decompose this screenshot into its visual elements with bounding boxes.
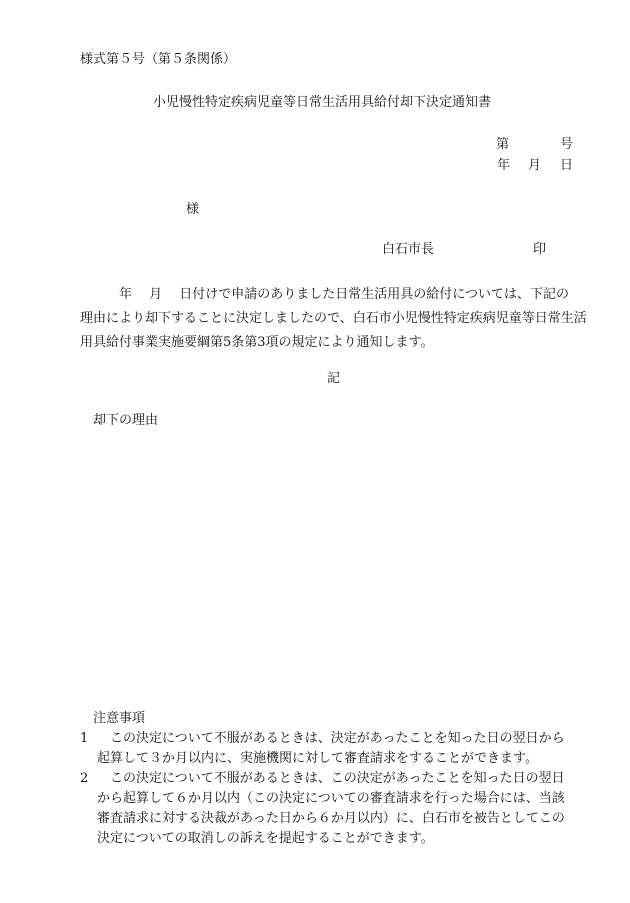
note-item [80,729,580,769]
body-paragraph [80,283,587,355]
note-number: 2 [80,771,89,786]
notes-heading: 注意事項 [93,711,146,726]
note-line: この決定について不服があるときは、この決定があったことを知った日の翌日 [97,771,565,786]
date-day-label: 日 [560,158,574,173]
note-line: この決定について不服があるときは、決定があったことを知った日の翌日から [97,731,565,746]
rejection-reason-heading: 却下の理由 [93,413,159,428]
note-number: 1 [80,731,89,746]
note-item [80,769,580,849]
document-title: 小児慢性特定疾病児童等日常生活用具給付却下決定通知書 [153,95,492,110]
ki-heading: 記 [327,371,341,386]
date-year-label: 年 [497,158,511,173]
body-line: 用具給付事業実施要綱第5条第3項の規定により通知します。 [80,335,434,350]
seal-mark: 印 [533,242,547,257]
number-suffix: 号 [560,137,574,152]
note-line: から起算して６か月以内（この決定についての審査請求を行った場合には、当該 [97,791,565,806]
number-label: 第 [496,137,510,152]
date-month-label: 月 [528,158,542,173]
note-line: 審査請求に対する決裁があった日から６か月以内）に、白石市を被告としてこの [97,811,565,826]
body-line: 理由により却下することに決定しましたので、白石市小児慢性特定疾病児童等日常生活 [80,311,587,326]
addressee-honorific: 様 [186,202,200,217]
body-line: 年 月 日付けで申請のありました日常生活用具の給付については、下記の [80,287,570,302]
form-number: 様式第５号（第５条関係） [80,52,237,67]
note-line: 起算して３か月以内に、実施機関に対して審査請求をすることができます。 [97,751,538,766]
note-line: 決定についての取消しの訴えを提起することができます。 [97,831,434,846]
sender-name: 白石市長 [382,242,435,257]
